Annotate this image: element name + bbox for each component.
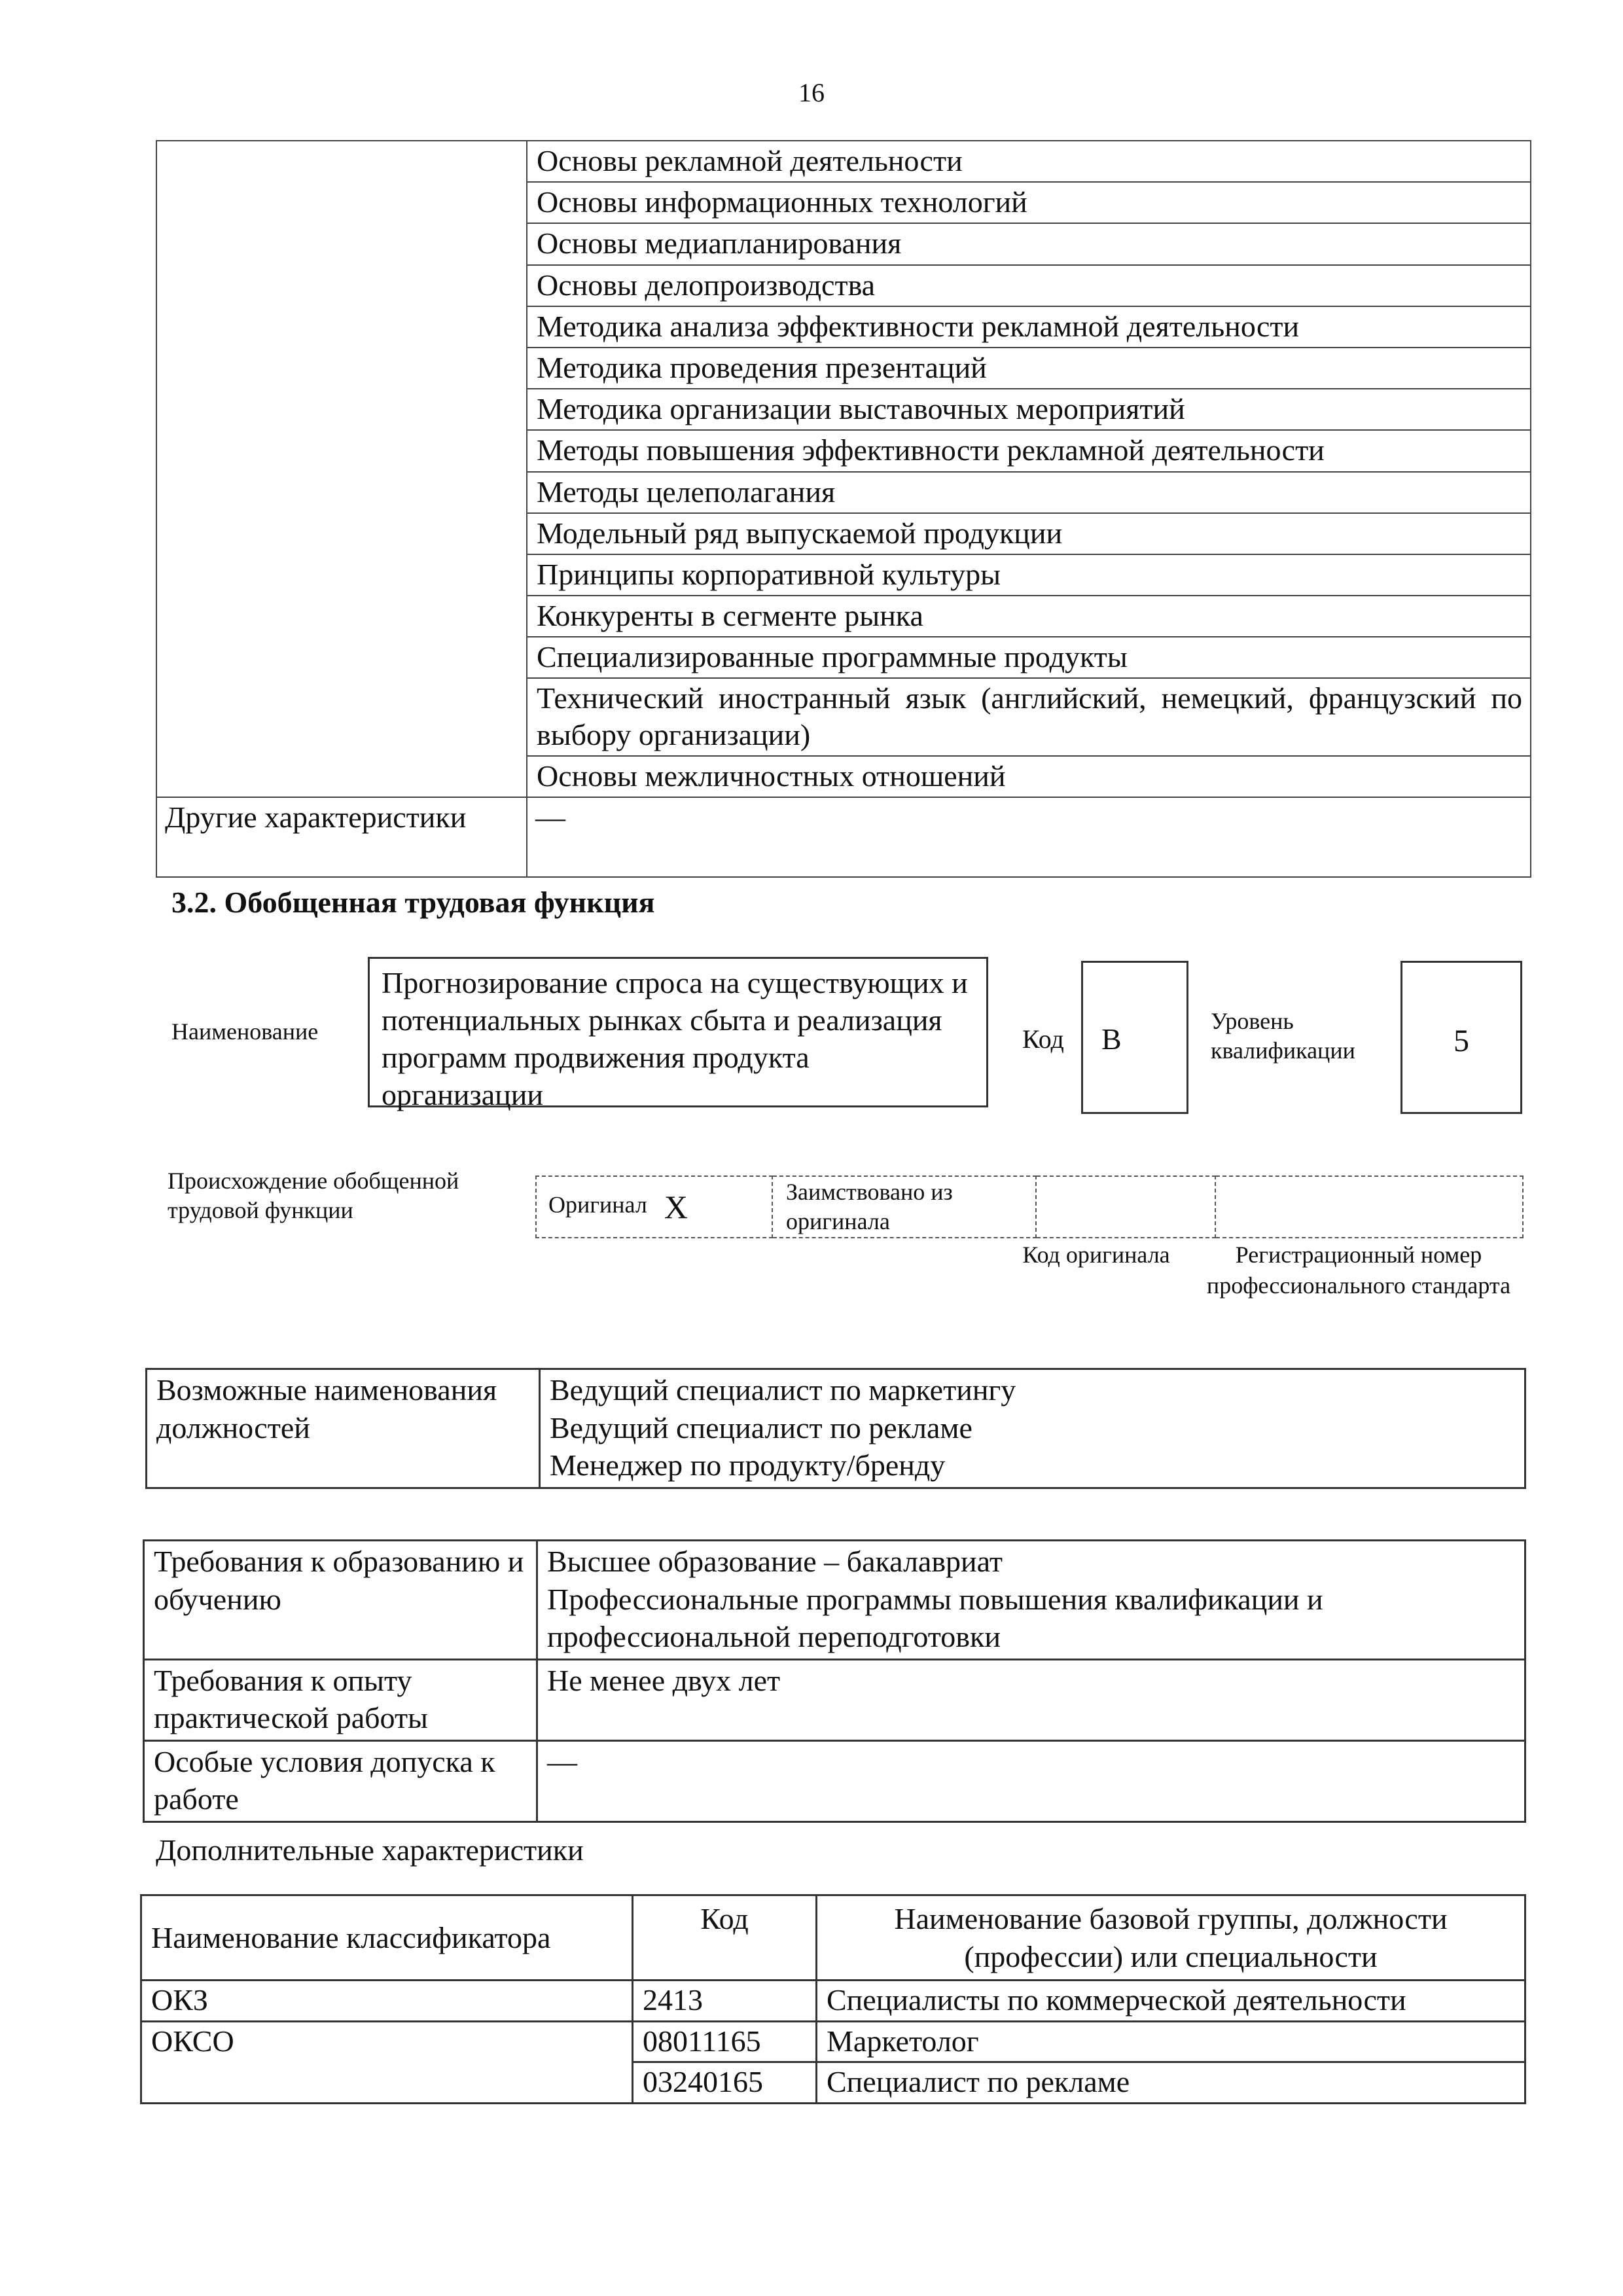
requirement-label: Требования к опыту практической работы xyxy=(144,1659,537,1740)
requirement-values xyxy=(537,1541,1525,1660)
table-row xyxy=(144,1740,1525,1821)
name-cell: Специалисты по коммерческой деятельности xyxy=(817,1981,1525,2022)
table-row xyxy=(147,1369,1525,1488)
table-row xyxy=(536,1176,1523,1238)
level-value-box: 5 xyxy=(1400,961,1522,1114)
origin-reg-number-cell xyxy=(1215,1176,1523,1238)
column-header: Наименование классификатора xyxy=(141,1895,633,1981)
additional-title: Дополнительные характеристики xyxy=(156,1833,584,1867)
knowledge-item: Специализированные программные продукты xyxy=(527,637,1531,678)
origin-original-cell xyxy=(536,1176,772,1238)
origin-borrowed-label: Заимствовано из оригинала xyxy=(772,1176,1036,1238)
requirement-item: Высшее образование – бакалавриат xyxy=(547,1545,1003,1578)
name-value-box: Прогнозирование спроса на существующих и потенциальных рынках сбыта и реализация программ продвижения продукта организации xyxy=(368,957,988,1107)
origin-code-caption: Код оригинала xyxy=(1022,1242,1170,1268)
name-cell: Специалист по рекламе xyxy=(817,2062,1525,2104)
requirement-label: Требования к образованию и обучению xyxy=(144,1541,537,1660)
knowledge-item: Модельный ряд выпускаемой продукции xyxy=(527,513,1531,554)
positions-table xyxy=(145,1368,1526,1489)
knowledge-item: Методы повышения эффективности рекламной деятельности xyxy=(527,430,1531,471)
level-label: Уровень квалификации xyxy=(1211,1008,1355,1064)
knowledge-label-cell xyxy=(156,141,527,797)
knowledge-item: Принципы корпоративной культуры xyxy=(527,554,1531,596)
table-row xyxy=(141,2021,1525,2062)
knowledge-item: Технический иностранный язык (английский, немецкий, французский по выбору организации) xyxy=(527,678,1531,755)
table-row xyxy=(144,1541,1525,1660)
knowledge-item: Конкуренты в сегменте рынка xyxy=(527,596,1531,637)
knowledge-item: Методика организации выставочных мероприятий xyxy=(527,389,1531,430)
name-cell: Маркетолог xyxy=(817,2021,1525,2062)
section-title: 3.2. Обобщенная трудовая функция xyxy=(171,886,655,919)
origin-original-label: Оригинал xyxy=(548,1191,647,1218)
classifier-cell: ОКЗ xyxy=(141,1981,633,2022)
knowledge-item: Основы межличностных отношений xyxy=(527,756,1531,797)
table-row xyxy=(156,797,1531,877)
code-cell: 03240165 xyxy=(633,2062,817,2104)
positions-values xyxy=(540,1369,1525,1488)
other-characteristics-label: Другие характеристики xyxy=(156,797,527,877)
table-header-row xyxy=(141,1895,1525,1981)
classifier-table xyxy=(140,1894,1526,2104)
position-item: Менеджер по продукту/бренду xyxy=(550,1448,946,1482)
code-label: Код xyxy=(1022,1024,1064,1054)
column-header: Наименование базовой группы, должности (профессии) или специальности xyxy=(817,1895,1525,1981)
table-row xyxy=(144,1659,1525,1740)
requirement-label: Особые условия допуска к работе xyxy=(144,1740,537,1821)
other-characteristics-value: — xyxy=(527,797,1531,877)
code-cell: 08011165 xyxy=(633,2021,817,2062)
position-item: Ведущий специалист по рекламе xyxy=(550,1410,972,1444)
requirements-table xyxy=(143,1539,1526,1823)
table-row xyxy=(141,1981,1525,2022)
name-label: Наименование xyxy=(171,1018,319,1045)
page-number: 16 xyxy=(798,78,825,107)
origin-reg-caption: Регистрационный номер профессионального стандарта xyxy=(1206,1242,1511,1299)
knowledge-item: Методика проведения презентаций xyxy=(527,348,1531,389)
knowledge-item: Методы целеполагания xyxy=(527,472,1531,513)
requirement-item: — xyxy=(537,1740,1525,1821)
requirement-item: Профессиональные программы повышения квалификации и профессиональной переподготовки xyxy=(547,1582,1323,1653)
classifier-cell: ОКСО xyxy=(141,2021,633,2103)
origin-code-cell xyxy=(1036,1176,1215,1238)
knowledge-table xyxy=(156,140,1531,878)
position-item: Ведущий специалист по маркетингу xyxy=(550,1373,1016,1407)
code-value-box: В xyxy=(1081,961,1188,1114)
knowledge-item: Методика анализа эффективности рекламной деятельности xyxy=(527,306,1531,348)
knowledge-item: Основы делопроизводства xyxy=(527,265,1531,306)
positions-label: Возможные наименования должностей xyxy=(147,1369,540,1488)
column-header: Код xyxy=(633,1895,817,1981)
requirement-item: Не менее двух лет xyxy=(537,1659,1525,1740)
knowledge-item: Основы информационных технологий xyxy=(527,182,1531,223)
code-cell: 2413 xyxy=(633,1981,817,2022)
origin-label: Происхождение обобщенной трудовой функции xyxy=(168,1168,459,1223)
origin-table xyxy=(535,1175,1524,1238)
table-row xyxy=(156,141,1531,182)
knowledge-item: Основы медиапланирования xyxy=(527,223,1531,264)
knowledge-item: Основы рекламной деятельности xyxy=(527,141,1531,182)
origin-original-mark: X xyxy=(664,1189,688,1225)
